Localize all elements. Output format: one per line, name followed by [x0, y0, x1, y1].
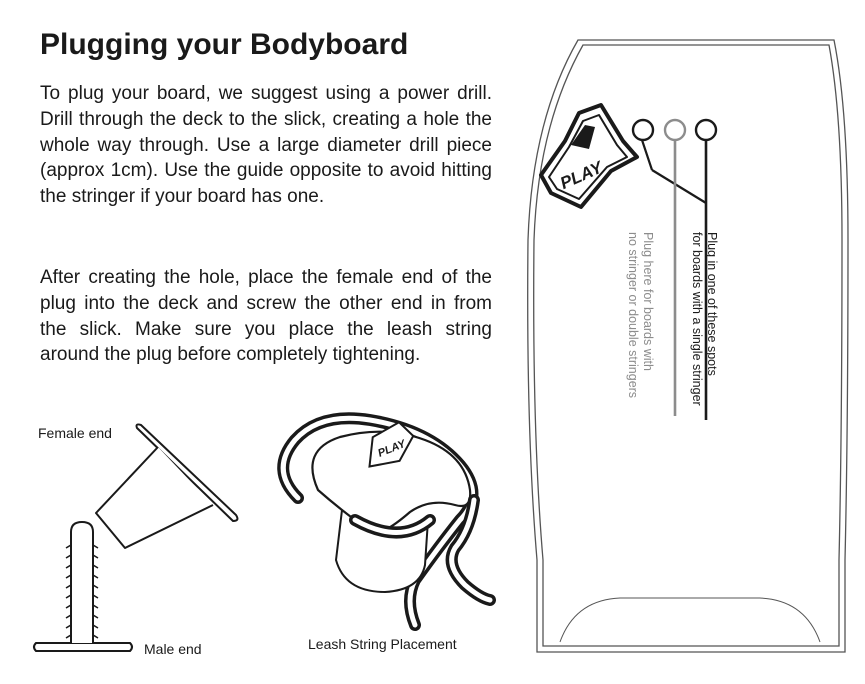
leash-placement-label: Leash String Placement: [308, 636, 457, 652]
female-plug-illustration: [96, 424, 237, 548]
plug-spot-center-icon: [665, 120, 685, 140]
female-end-label: Female end: [38, 425, 112, 441]
instructions-paragraph-1: To plug your board, we suggest using a power drill. Drill through the deck to the slick, creating a hole the whole way through. Use a large diameter drill piece (approx 1cm). Use the guide opposite to avoid hitting the stringer if your board has one.: [40, 83, 492, 208]
small-logo-text: PLAY: [376, 438, 408, 460]
logo-text: PLAY: [557, 157, 606, 194]
plug-spot-left-icon: [633, 120, 653, 140]
page-title: Plugging your Bodyboard: [40, 28, 409, 61]
male-end-label: Male end: [144, 641, 202, 657]
single-stringer-text-line-1: Plug in one of these spots: [705, 232, 719, 376]
single-stringer-text-line-2: for boards with a single stringer: [690, 232, 704, 406]
no-stringer-text-line-1: Plug here for boards with: [641, 232, 655, 371]
leash-placement-illustration: [283, 418, 490, 625]
male-plug-illustration: [34, 522, 132, 651]
no-stringer-text-line-2: no stringer or double stringers: [626, 232, 640, 399]
single-stringer-guide-text: [689, 232, 719, 406]
instructions-paragraph-2: After creating the hole, place the female end of the plug into the deck and screw the other end in from the slick. Make sure you place the leash string around the plug before completely tightening.: [40, 267, 492, 366]
no-stringer-guide-text: [625, 232, 655, 398]
plug-spot-right-icon: [696, 120, 716, 140]
